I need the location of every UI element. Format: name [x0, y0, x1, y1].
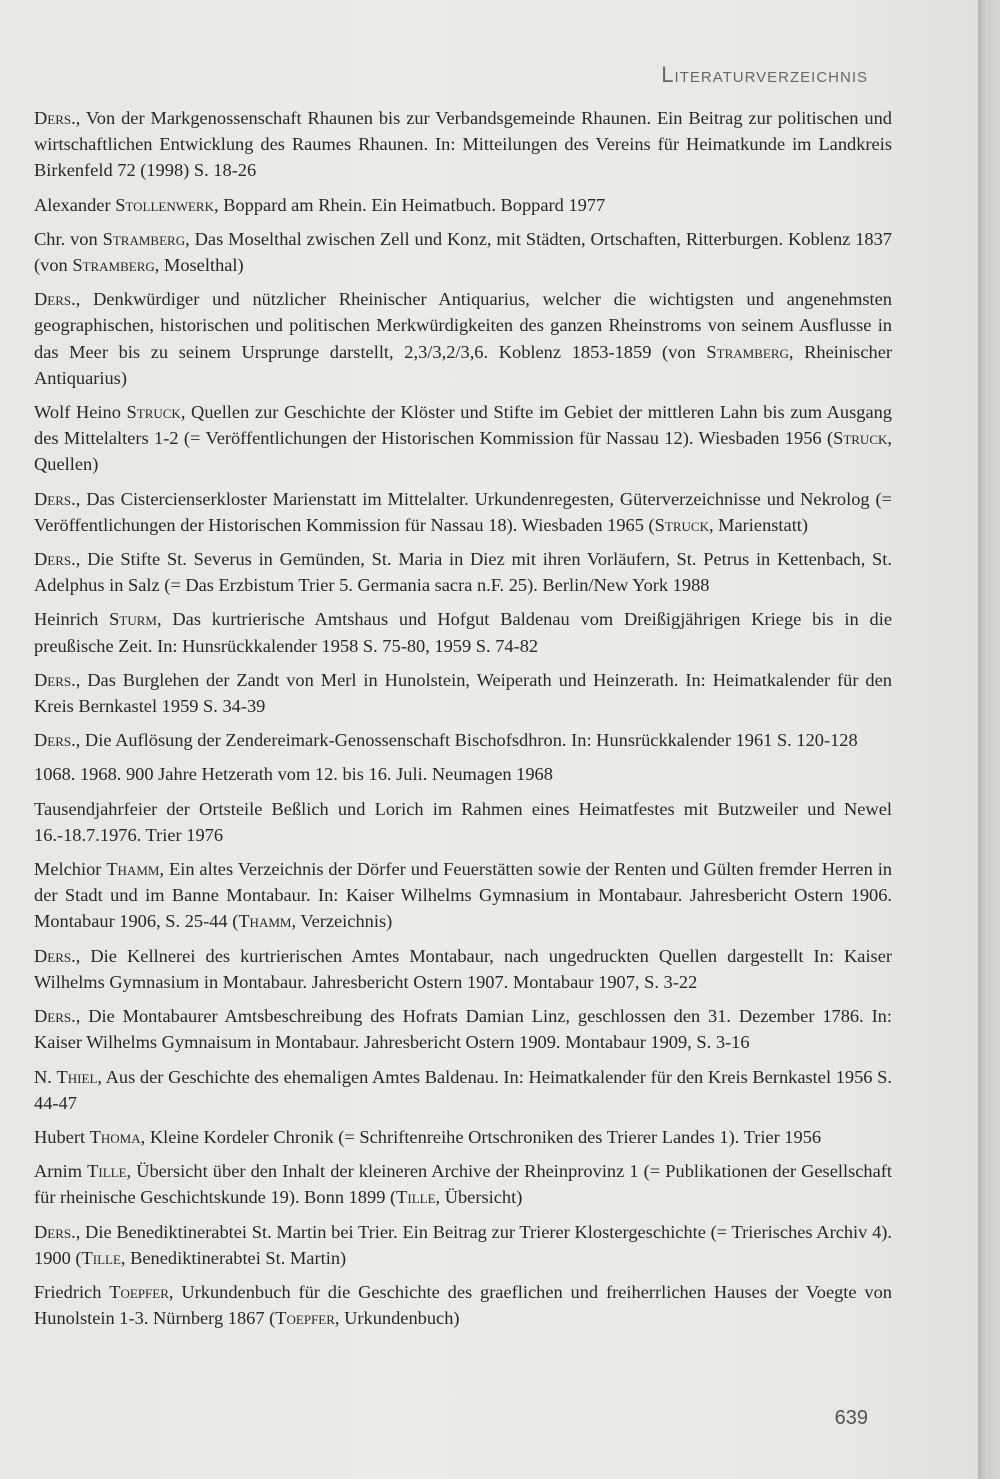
entry-author: Stollenwerk	[115, 194, 214, 215]
bibliography-entry	[34, 1124, 892, 1150]
entry-author: Ders.	[34, 1221, 76, 1242]
bibliography-entry	[34, 105, 892, 184]
running-head: Literaturverzeichnis	[661, 62, 868, 87]
entry-short-title: , Urkundenbuch)	[334, 1308, 460, 1329]
entry-author: Toepfer	[109, 1281, 169, 1302]
entry-first-name: Heinrich	[34, 609, 110, 630]
entry-short-title: , Benediktinerabtei St. Martin)	[120, 1247, 347, 1268]
entry-author: Thoma	[89, 1126, 141, 1147]
entry-text: , Ein altes Verzeichnis der Dörfer und Feuerstätten sowie der Renten und Gülten fremder Herren in der Stadt und im Banne Montabaur. In: Kaiser Wilhelms Gymnasium in Montabaur. Jahresbericht Ostern 1906. Montabaur 1906, S. 25-44 (	[34, 859, 892, 932]
entry-text: , Denkwürdiger und nützlicher Rheinischer Antiquarius, welcher die wichtigsten und angenehmsten geographischen, historischen und politischen Merkwürdigkeiten des ganzen Rheinstroms von seinem Ausflusse in das Meer bis zu seinem Ursprunge darstellt, 2,3/3,2/3,6. Koblenz 1853-1859 (von	[34, 289, 892, 362]
entry-short-title: , Quellen)	[34, 428, 892, 475]
entry-short-author: Thamm	[238, 911, 292, 932]
bibliography-entry	[34, 943, 892, 995]
entry-author: Thiel	[56, 1066, 98, 1087]
entry-author: Ders.	[34, 108, 76, 128]
entry-first-name: Hubert	[34, 1126, 90, 1147]
entry-text: , Die Montabaurer Amtsbeschreibung des Hofrats Damian Linz, geschlossen den 31. Dezember 1786. In: Kaiser Wilhelms Gymnaisum in Montabaur. Jahresbericht Ostern 1909. Montabaur 1909, S. 3-16	[34, 1006, 892, 1053]
entry-short-author: Struck	[833, 428, 888, 449]
bibliography-entry	[34, 486, 892, 538]
entry-short-author: Tille	[81, 1247, 121, 1268]
bibliography-entry	[34, 761, 892, 787]
entry-short-author: Stramberg	[72, 255, 155, 276]
bibliography-entry	[34, 796, 892, 848]
bibliography-entry	[34, 226, 892, 278]
entry-first-name: N.	[34, 1066, 57, 1087]
bibliography-entry	[34, 667, 892, 719]
entry-text: , Boppard am Rhein. Ein Heimatbuch. Boppard 1977	[214, 194, 606, 215]
entry-author: Struck	[126, 402, 181, 423]
entry-text: , Das Moselthal zwischen Zell und Konz, mit Städten, Ortschaften, Ritterburgen. Koblenz 1837 (von	[34, 228, 893, 276]
entry-short-author: Struck	[654, 514, 709, 535]
entry-text: , Das Burglehen der Zandt von Merl in Hunolstein, Weiperath und Heinzerath. In: Heimatkalender für den Kreis Bernkastel 1959 S. 34-39	[34, 669, 892, 717]
entry-short-author: Stramberg	[706, 341, 789, 362]
entry-text: , Quellen zur Geschichte der Klöster und Stifte im Gebiet der mittleren Lahn bis zum Ausgang des Mittelalters 1-2 (= Veröffentlichungen der Historischen Kommission für Nassau 12). Wiesbaden 1956 (	[34, 402, 893, 449]
entry-text: , Aus der Geschichte des ehemaligen Amtes Baldenau. In: Heimatkalender für den Kreis Bernkastel 1956 S. 44-47	[34, 1066, 892, 1113]
bibliography-entry	[34, 286, 892, 391]
entry-author: Thamm	[106, 859, 160, 880]
entry-author: Ders.	[34, 549, 76, 570]
entry-text: Tausendjahrfeier der Ortsteile Beßlich und Lorich im Rahmen eines Heimatfestes mit Butzweiler und Newel 16.-18.7.1976. Trier 1976	[34, 798, 892, 845]
entry-author: Ders.	[34, 488, 76, 509]
bibliography-entry	[34, 1003, 892, 1055]
entry-first-name: Friedrich	[34, 1281, 110, 1302]
entry-author: Tille	[87, 1161, 127, 1182]
page-edge-shadow	[978, 0, 1000, 1479]
entry-short-title: , Moselthal)	[154, 255, 244, 276]
bibliography-entry	[34, 856, 892, 935]
entry-first-name: Alexander	[34, 194, 116, 215]
entry-first-name: Melchior	[34, 859, 107, 880]
entry-short-author: Tille	[396, 1187, 436, 1208]
bibliography-list	[34, 105, 892, 1339]
entry-short-title: , Marienstatt)	[708, 514, 809, 535]
entry-short-title: , Rheinischer Antiquarius)	[34, 341, 892, 388]
entry-author: Ders.	[34, 289, 76, 310]
entry-text: , Das Cistercienserkloster Marienstatt im Mittelalter. Urkundenregesten, Güterverzeichnisse und Nekrolog (= Veröffentlichungen der Historischen Kommission für Nassau 18). Wiesbaden 1965 (	[34, 488, 892, 535]
entry-author: Stramberg	[102, 228, 186, 249]
bibliography-entry	[34, 606, 892, 658]
entry-text: 1068. 1968. 900 Jahre Hetzerath vom 12. bis 16. Juli. Neumagen 1968	[34, 764, 553, 785]
entry-text: , Die Auflösung der Zendereimark-Genossenschaft Bischofsdhron. In: Hunsrückkalender 1961 S. 120-128	[75, 730, 858, 751]
page-number: 639	[834, 1407, 868, 1429]
entry-short-title: , Übersicht)	[435, 1187, 523, 1208]
entry-text: , Das kurtrierische Amtshaus und Hofgut Baldenau vom Dreißigjährigen Kriege bis in die preußische Zeit. In: Hunsrückkalender 1958 S. 75-80, 1959 S. 74-82	[34, 609, 892, 656]
entry-author: Ders.	[34, 730, 76, 751]
bibliography-entry	[34, 1219, 892, 1271]
entry-first-name: Wolf Heino	[34, 402, 127, 423]
bibliography-entry	[34, 727, 892, 753]
entry-author: Ders.	[34, 1006, 76, 1027]
entry-short-title: , Verzeichnis)	[291, 911, 393, 932]
bibliography-entry	[34, 192, 892, 218]
entry-text: , Urkundenbuch für die Geschichte des graeflichen und freiherrlichen Hauses der Voegte von Hunolstein 1-3. Nürnberg 1867 (	[34, 1281, 893, 1329]
entry-text: , Kleine Kordeler Chronik (= Schriftenreihe Ortschroniken des Trierer Landes 1). Trier 1956	[140, 1126, 822, 1147]
entry-text: , Übersicht über den Inhalt der kleineren Archive der Rheinprovinz 1 (= Publikationen der Gesellschaft für rheinische Geschichtskunde 19). Bonn 1899 (	[34, 1161, 892, 1208]
bibliography-entry	[34, 1158, 892, 1210]
entry-short-author: Toepfer	[275, 1308, 335, 1329]
bibliography-entry	[34, 399, 892, 478]
entry-text: , Die Kellnerei des kurtrierischen Amtes Montabaur, nach ungedruckten Quellen dargestellt In: Kaiser Wilhelms Gymnasium in Montabaur. Jahresbericht Ostern 1907. Montabaur 1907, S. 3-22	[34, 945, 892, 992]
entry-text: , Die Benediktinerabtei St. Martin bei Trier. Ein Beitrag zur Trierer Klostergeschichte (= Trierisches Archiv 4). 1900 (	[34, 1221, 892, 1268]
entry-author: Ders.	[34, 945, 76, 966]
entry-text: , Die Stifte St. Severus in Gemünden, St. Maria in Diez mit ihren Vorläufern, St. Petrus in Kettenbach, St. Adelphus in Salz (= Das Erzbistum Trier 5. Germania sacra n.F. 25). Berlin/New York 1988	[34, 549, 892, 596]
bibliography-entry	[34, 546, 892, 598]
entry-author: Sturm	[109, 609, 157, 630]
entry-author: Ders.	[34, 669, 76, 690]
entry-first-name: Arnim	[34, 1161, 88, 1182]
bibliography-entry	[34, 1064, 892, 1116]
entry-text: , Von der Markgenossenschaft Rhaunen bis zur Verbandsgemeinde Rhaunen. Ein Beitrag zur politischen und wirtschaftlichen Entwicklung des Raumes Rhaunen. In: Mitteilungen des Vereins für Heimatkunde im Landkreis Birkenfeld 72 (1998) S. 18-26	[34, 108, 892, 181]
entry-first-name: Chr. von	[34, 228, 103, 249]
bibliography-entry	[34, 1279, 892, 1331]
